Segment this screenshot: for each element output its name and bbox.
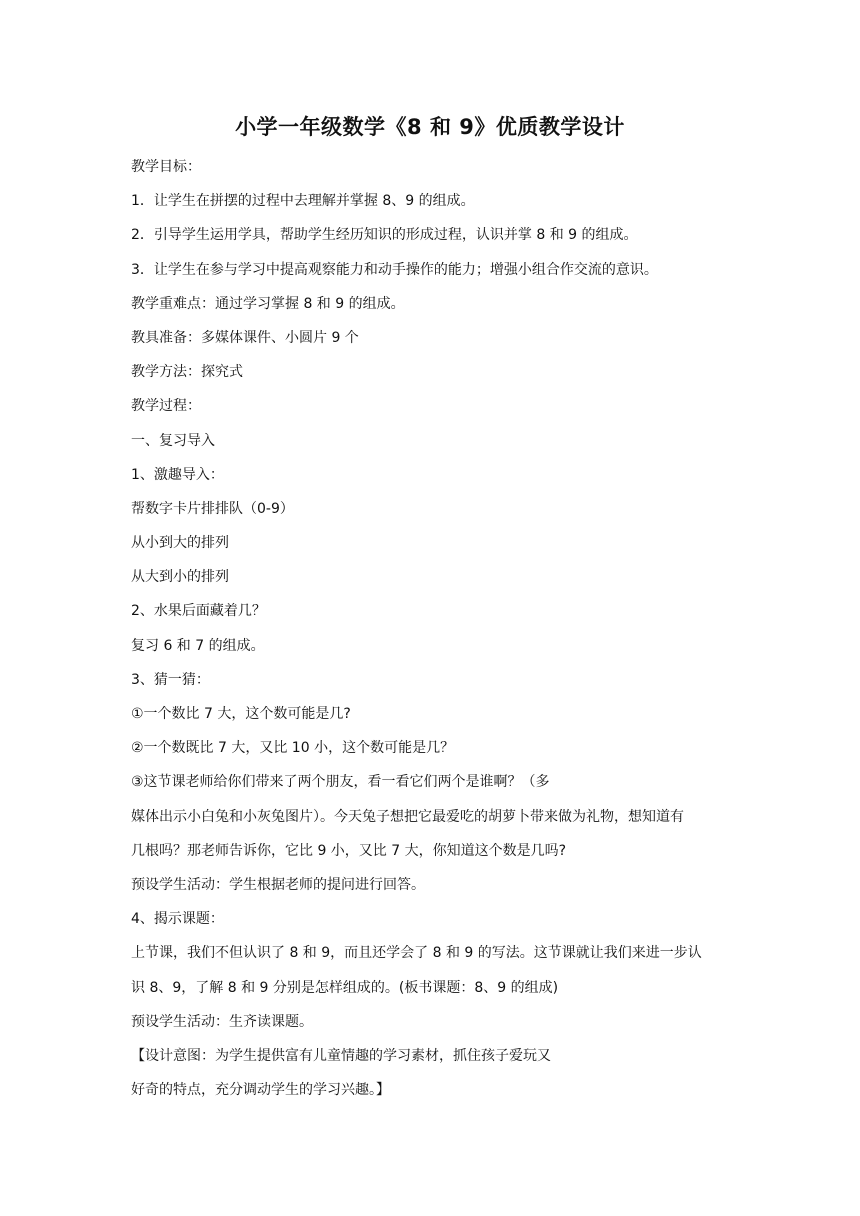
paragraph-line: 一、复习导入 [131, 432, 215, 449]
paragraph-line: 上节课，我们不但认识了 8 和 9，而且还学会了 8 和 9 的写法。这节课就让我们来进一步认 [131, 945, 702, 962]
paragraph-line: 3、猜一猜： [131, 671, 210, 688]
paragraph-line: 帮数字卡片排排队（0-9） [131, 500, 294, 517]
paragraph-line: ①一个数比 7 大，这个数可能是几? [131, 706, 351, 722]
paragraph-line: 【设计意图：为学生提供富有儿童情趣的学习素材，抓住孩子爱玩又 [131, 1047, 551, 1064]
paragraph-line: 2、水果后面藏着几？ [131, 603, 266, 620]
paragraph-line: 从小到大的排列 [131, 535, 229, 552]
paragraph-line: 教具准备：多媒体课件、小圆片 9 个 [131, 329, 359, 346]
paragraph-line: 1、激趣导入： [131, 466, 224, 483]
paragraph-line: 2．引导学生运用学具，帮助学生经历知识的形成过程，认识并掌 8 和 9 的组成。 [131, 227, 638, 244]
paragraph-line: 复习 6 和 7 的组成。 [131, 637, 265, 654]
paragraph-line: 预设学生活动：生齐读课题。 [131, 1013, 313, 1030]
paragraph-line: 教学方法：探究式 [131, 364, 243, 381]
paragraph-line: 教学过程： [131, 398, 201, 415]
paragraph-line: 从大到小的排列 [131, 569, 229, 586]
paragraph-line: 好奇的特点，充分调动学生的学习兴趣。】 [131, 1082, 390, 1099]
paragraph-line: 识 8、9，了解 8 和 9 分别是怎样组成的。(板书课题：8、9 的组成) [131, 979, 559, 996]
paragraph-line: 1．让学生在拼摆的过程中去理解并掌握 8、9 的组成。 [131, 193, 475, 210]
document-body [131, 150, 741, 1107]
paragraph-line: 教学目标： [131, 159, 201, 175]
paragraph-line: 3．让学生在参与学习中提高观察能力和动手操作的能力；增强小组合作交流的意识。 [131, 261, 658, 278]
paragraph-line: 媒体出示小白兔和小灰兔图片）。今天兔子想把它最爱吃的胡萝卜带来做为礼物，想知道有 [131, 808, 684, 825]
document-title: 小学一年级数学《8 和 9》优质教学设计 [235, 115, 625, 139]
paragraph-line: 4、揭示课题： [131, 911, 224, 928]
paragraph-line: 预设学生活动：学生根据老师的提问进行回答。 [131, 876, 425, 893]
paragraph-line: ②一个数既比 7 大，又比 10 小，这个数可能是几？ [131, 740, 455, 757]
paragraph-line: 教学重难点：通过学习掌握 8 和 9 的组成。 [131, 295, 405, 312]
paragraph-line: ③这节课老师给你们带来了两个朋友，看一看它们两个是谁啊？（多 [131, 774, 550, 791]
paragraph-line: 几根吗？那老师告诉你，它比 9 小，又比 7 大，你知道这个数是几吗? [131, 842, 567, 859]
